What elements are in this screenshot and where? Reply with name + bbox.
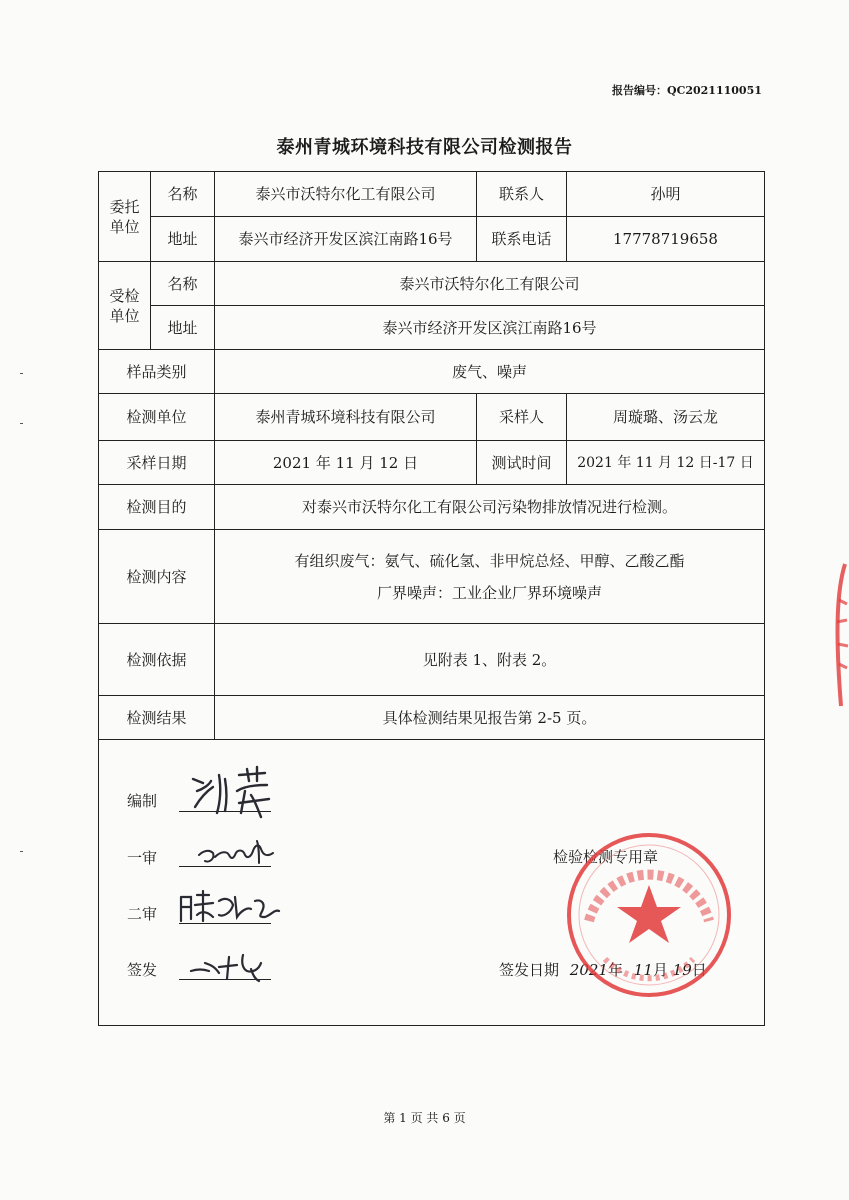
content-label: 检测内容 — [99, 530, 215, 624]
compile-label: 编制 — [127, 791, 158, 810]
issue-date-month-unit: 月 — [652, 960, 668, 979]
client-name-label: 名称 — [151, 172, 215, 217]
inspected-name: 泰兴市沃特尔化工有限公司 — [215, 262, 765, 306]
issue-label: 签发 — [127, 960, 158, 979]
report-table — [98, 171, 765, 1026]
compile-signature — [181, 761, 281, 819]
client-contact-label: 联系人 — [477, 172, 567, 217]
sampling-date: 2021 年 11 月 12 日 — [215, 441, 477, 485]
content-line-1: 有组织废气：氨气、硫化氢、非甲烷总烃、甲醇、乙酸乙酯 — [294, 551, 685, 570]
sampling-date-label: 采样日期 — [99, 441, 215, 485]
review2-label: 二审 — [127, 904, 158, 923]
client-phone-label: 联系电话 — [477, 217, 567, 262]
test-time: 2021 年 11 月 12 日-17 日 — [567, 441, 765, 485]
result-label: 检测结果 — [99, 696, 215, 740]
review1-signature — [193, 833, 283, 869]
client-address-label: 地址 — [151, 217, 215, 262]
margin-mark — [20, 423, 23, 424]
page-number: 第 1 页 共 6 页 — [383, 1111, 466, 1125]
client-group-label: 委托 单位 — [99, 172, 151, 262]
basis-label: 检测依据 — [99, 624, 215, 696]
sampler-label: 采样人 — [477, 394, 567, 441]
seal-label: 检验检测专用章 — [553, 847, 659, 866]
issue-date-day: 19 — [672, 960, 692, 979]
result: 具体检测结果见报告第 2-5 页。 — [215, 696, 765, 740]
issue-date-year-unit: 年 — [607, 960, 623, 979]
inspected-address-label: 地址 — [151, 306, 215, 350]
sample-type-label: 样品类别 — [99, 350, 215, 394]
inspection-seal-stamp — [565, 831, 733, 999]
review2-signature — [175, 887, 285, 927]
client-address: 泰兴市经济开发区滨江南路16号 — [215, 217, 477, 262]
purpose-label: 检测目的 — [99, 485, 215, 530]
margin-mark — [20, 373, 23, 374]
inspected-group-label: 受检 单位 — [99, 262, 151, 350]
client-contact: 孙明 — [567, 172, 765, 217]
issue-date-year: 2021 — [569, 960, 608, 979]
issue-date-day-unit: 日 — [691, 960, 707, 979]
issue-signature — [181, 947, 281, 985]
margin-mark — [20, 851, 23, 852]
sample-type: 废气、噪声 — [215, 350, 765, 394]
purpose: 对泰兴市沃特尔化工有限公司污染物排放情况进行检测。 — [215, 485, 765, 530]
inspected-name-label: 名称 — [151, 262, 215, 306]
sampler: 周璇璐、汤云龙 — [567, 394, 765, 441]
test-time-label: 测试时间 — [477, 441, 567, 485]
issue-date-month: 11 — [633, 960, 653, 979]
testing-unit-label: 检测单位 — [99, 394, 215, 441]
report-title: 泰州青城环境科技有限公司检测报告 — [276, 137, 573, 158]
content — [215, 530, 765, 624]
issue-date-label: 签发日期 — [499, 960, 560, 979]
review1-label: 一审 — [127, 848, 158, 867]
inspected-address: 泰兴市经济开发区滨江南路16号 — [215, 306, 765, 350]
client-phone: 17778719658 — [567, 217, 765, 262]
report-number: 报告编号：QC2021110051 — [612, 84, 762, 97]
content-line-2: 厂界噪声：工业企业厂界环境噪声 — [376, 583, 602, 602]
signature-section — [99, 740, 765, 1026]
edge-seal-fragment — [825, 560, 849, 710]
testing-unit: 泰州青城环境科技有限公司 — [215, 394, 477, 441]
client-name: 泰兴市沃特尔化工有限公司 — [215, 172, 477, 217]
basis: 见附表 1、附表 2。 — [215, 624, 765, 696]
